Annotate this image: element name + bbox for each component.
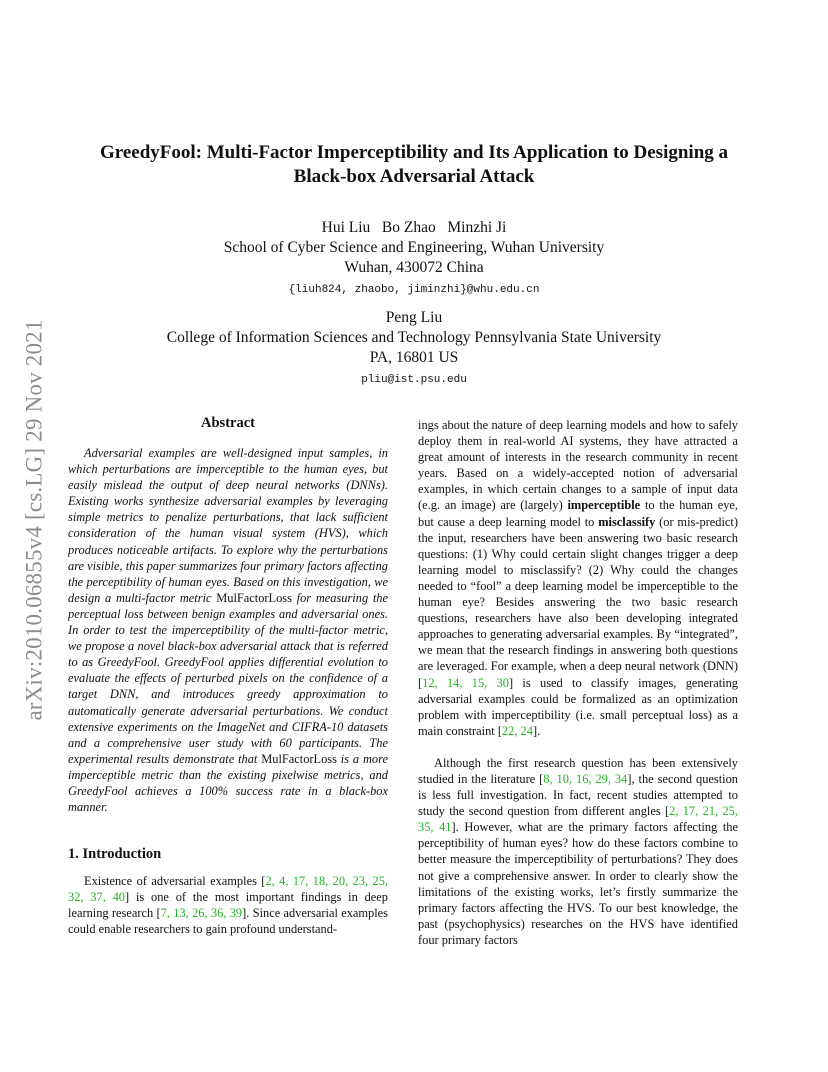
right-column	[418, 417, 738, 948]
bold-term: imperceptible	[567, 498, 641, 513]
email-1: {liuh824, zhaobo, jiminzhi}@whu.edu.cn	[288, 284, 540, 296]
address-1: Wuhan, 430072 China	[344, 259, 484, 276]
email-2: pliu@ist.psu.edu	[361, 374, 467, 386]
title-line-1: GreedyFool: Multi-Factor Imperceptibility and Its Application to Designing a	[99, 142, 729, 163]
arxiv-side-stamp	[22, 282, 48, 758]
citation-link[interactable]: 7, 13, 26, 36, 39	[160, 906, 243, 921]
bold-term: misclassify	[598, 514, 656, 529]
affiliation-1: School of Cyber Science and Engineering, Wuhan University	[223, 239, 605, 256]
intro-heading: 1. Introduction	[68, 846, 162, 863]
body-paragraph-1: ings about the nature of deep learning models and how to safely deploy them in real-world AI systems, they have attracted a great amount of interests in the research community in recent years. Based on a widely-accepted notion of adversarial examples, in which certain changes to a sample of input data (e.g. an image) are (largely) imperceptible to the human eye, but cause a deep learning model to misclassify (or mis-predict) the input, researchers have been answering two basic research questions: (1) Why could certain slight changes trigger a deep learning model to misclassify? (2) Why could the changes needed to “fool” a deep learning model be imperceptible to the human eye? Besides answering the two basic research questions, researchers have also been developing integrated approaches to generating adversarial examples. By “integrated”, we mean that the research findings in answering both questions are leveraged. For example, when a deep neural network (DNN) [12, 14, 15, 30] is used to classify images, generating adversarial examples could be formalized as an optimization problem with imperceptibility (i.e. small perceptual loss) as a main constraint [22, 24].	[418, 418, 739, 738]
abstract-text: Adversarial examples are well-designed input samples, in which perturbations are imperceptible to the human eyes, but easily mislead the output of deep neural networks (DNNs). Existing works synthesize adversarial examples by leveraging simple metrics to penalize perturbations, that lack sufficient consideration of the human visual system (HVS), which produces noticeable artifacts. To explore why the perturbations are visible, this paper summarizes four primary factors affecting the perceptibility of human eyes. Based on this investigation, we design a multi-factor metric MulFactorLoss for measuring the perceptual loss between benign examples and adversarial ones. In order to test the imperceptibility of the multi-factor metric, we propose a novel black-box adversarial attack that is referred to as GreedyFool. GreedyFool applies differential evolution to evaluate the effects of perturbed pixels on the confidence of a target DNN, and introduces greedy approximation to automatically generate adversarial perturbations. We conduct extensive experiments on the ImageNet and CIFRA-10 datasets and a comprehensive user study with 60 participants. The experimental results demonstrate that MulFactorLoss is a more imperceptible metric than the existing pixelwise metrics, and GreedyFool achieves a 100% success rate in a black-box manner.	[68, 446, 388, 815]
metric-name: MulFactorLoss	[261, 751, 337, 766]
citation-link[interactable]: 2, 17, 21, 25, 35, 41	[418, 804, 738, 835]
paper-title	[60, 141, 768, 189]
citation-link[interactable]: 22, 24	[501, 723, 533, 738]
address-2: PA, 16801 US	[369, 349, 459, 366]
author-block	[60, 218, 768, 389]
arxiv-id-text: arXiv:2010.06855v4 [cs.LG] 29 Nov 2021	[22, 319, 48, 721]
metric-name: MulFactorLoss	[216, 590, 292, 605]
citation-link[interactable]: 8, 10, 16, 29, 34	[543, 771, 628, 786]
author-names-2: Peng Liu	[385, 309, 443, 326]
citation-link[interactable]: 2, 4, 17, 18, 20, 23, 25, 32, 37, 40	[68, 874, 388, 905]
body-paragraph-2: Although the first research question has been extensively studied in the literature [8, 10, 16, 29, 34], the second question is less full investigation. In fact, recent studies attempted to study the second question from different angles [2, 17, 21, 25, 35, 41]. However, what are the primary factors affecting the perceptibility of human eyes? how do these factors combine to better measure the imperceptibility of perturbations? They does not give a comprehensive answer. In order to clearly show the limitations of the existing works, let’s firstly summarize the primary factors affecting the HVS. To our best knowledge, the past (psychophysics) researches on the HVS have identified four primary factors	[418, 755, 738, 947]
title-line-2: Black-box Adversarial Attack	[293, 166, 535, 187]
author-names-1: Hui Liu Bo Zhao Minzhi Ji	[321, 219, 507, 236]
abstract-heading: Abstract	[201, 415, 255, 431]
intro-paragraph: Existence of adversarial examples [2, 4, 17, 18, 20, 23, 25, 32, 37, 40] is one of the most important findings in deep learning research [7, 13, 26, 36, 39]. Since adversarial examples could enable researchers to gain profound understand-	[68, 874, 389, 937]
affiliation-2: College of Information Sciences and Technology Pennsylvania State University	[166, 329, 662, 346]
citation-link[interactable]: 12, 14, 15, 30	[422, 675, 509, 690]
left-column	[68, 414, 388, 938]
